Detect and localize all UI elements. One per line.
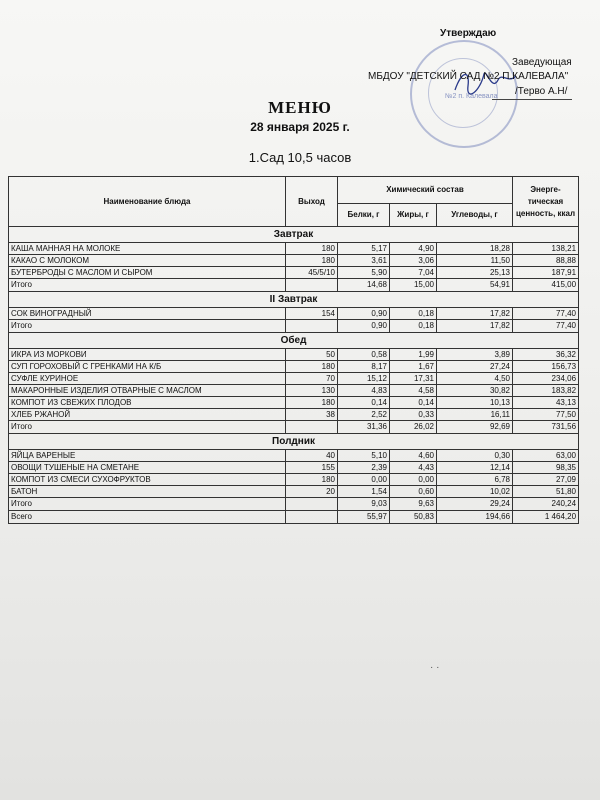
carbs-cell: 18,28 [437,243,513,255]
protein-cell: 8,17 [338,361,390,373]
head-role: Заведующая [512,57,572,68]
fat-cell: 26,02 [390,421,437,434]
yield-cell [286,511,338,524]
energy-cell: 36,32 [513,349,579,361]
dish-name-cell: Итого [9,421,286,434]
fat-cell: 1,67 [390,361,437,373]
approve-label: Утверждаю [440,28,497,39]
carbs-cell: 92,69 [437,421,513,434]
signature [450,62,520,102]
table-row [9,385,579,397]
fat-cell: 4,43 [390,462,437,474]
carbs-cell: 30,82 [437,385,513,397]
protein-cell: 5,10 [338,450,390,462]
carbs-cell: 54,91 [437,279,513,292]
fat-cell: 3,06 [390,255,437,267]
col-protein-header: Белки, г [338,204,390,227]
protein-cell: 55,97 [338,511,390,524]
fat-cell: 15,00 [390,279,437,292]
dish-name-cell: СОК ВИНОГРАДНЫЙ [9,308,286,320]
section-row [9,227,579,243]
protein-cell: 2,39 [338,462,390,474]
menu-date: 28 января 2025 г. [250,120,350,134]
energy-cell: 138,21 [513,243,579,255]
table-row [9,373,579,385]
carbs-cell: 16,11 [437,409,513,421]
table-row [9,462,579,474]
yield-cell [286,421,338,434]
dish-name-cell: КАША МАННАЯ НА МОЛОКЕ [9,243,286,255]
fat-cell: 4,90 [390,243,437,255]
table-row [9,361,579,373]
protein-cell: 0,90 [338,320,390,333]
protein-cell: 4,83 [338,385,390,397]
fat-cell: 0,14 [390,397,437,409]
dish-name-cell: Итого [9,279,286,292]
carbs-cell: 17,82 [437,308,513,320]
fat-cell: 4,60 [390,450,437,462]
table-row [9,397,579,409]
energy-cell: 415,00 [513,279,579,292]
fat-cell: 50,83 [390,511,437,524]
col-fat-header: Жиры, г [390,204,437,227]
protein-cell: 1,54 [338,486,390,498]
protein-cell: 2,52 [338,409,390,421]
dish-name-cell: ХЛЕБ РЖАНОЙ [9,409,286,421]
carbs-cell: 0,30 [437,450,513,462]
energy-cell: 43,13 [513,397,579,409]
section-title: Полдник [9,434,579,450]
yield-cell: 180 [286,361,338,373]
dish-name-cell: КАКАО С МОЛОКОМ [9,255,286,267]
carbs-cell: 10,02 [437,486,513,498]
yield-cell: 154 [286,308,338,320]
yield-cell: 50 [286,349,338,361]
table-row [9,486,579,498]
protein-cell: 3,61 [338,255,390,267]
fat-cell: 0,33 [390,409,437,421]
energy-cell: 183,82 [513,385,579,397]
yield-cell: 180 [286,243,338,255]
protein-cell: 31,36 [338,421,390,434]
dish-name-cell: МАКАРОННЫЕ ИЗДЕЛИЯ ОТВАРНЫЕ С МАСЛОМ [9,385,286,397]
yield-cell: 180 [286,255,338,267]
energy-cell: 77,50 [513,409,579,421]
yield-cell: 40 [286,450,338,462]
total-row [9,320,579,333]
col-chem-header: Химический состав [338,177,513,204]
fat-cell: 0,18 [390,320,437,333]
yield-cell: 130 [286,385,338,397]
head-org: МБДОУ "ДЕТСКИЙ САД №2 П.КАЛЕВАЛА" [368,71,569,82]
fat-cell: 4,58 [390,385,437,397]
protein-cell: 9,03 [338,498,390,511]
protein-cell: 0,90 [338,308,390,320]
protein-cell: 0,14 [338,397,390,409]
protein-cell: 14,68 [338,279,390,292]
fat-cell: 1,99 [390,349,437,361]
grand-total-row [9,511,579,524]
table-row [9,409,579,421]
table-row [9,255,579,267]
protein-cell: 0,58 [338,349,390,361]
section-row [9,434,579,450]
total-row [9,421,579,434]
carbs-cell: 25,13 [437,267,513,279]
table-row [9,308,579,320]
yield-cell: 180 [286,397,338,409]
fat-cell: 17,31 [390,373,437,385]
carbs-cell: 4,50 [437,373,513,385]
table-row [9,349,579,361]
page-title: МЕНЮ [268,98,332,117]
yield-cell: 155 [286,462,338,474]
yield-cell [286,279,338,292]
menu-table [8,176,579,524]
dish-name-cell: БАТОН [9,486,286,498]
carbs-cell: 11,50 [437,255,513,267]
yield-cell: 45/5/10 [286,267,338,279]
dish-name-cell: КОМПОТ ИЗ СВЕЖИХ ПЛОДОВ [9,397,286,409]
col-dish-header: Наименование блюда [9,177,286,227]
carbs-cell: 6,78 [437,474,513,486]
fat-cell: 9,63 [390,498,437,511]
marks: · · [430,662,440,673]
protein-cell: 15,12 [338,373,390,385]
col-yield-header: Выход [286,177,338,227]
menu-subtitle: 1.Сад 10,5 часов [248,150,352,165]
protein-cell: 0,00 [338,474,390,486]
carbs-cell: 10,13 [437,397,513,409]
energy-cell: 187,91 [513,267,579,279]
energy-cell: 63,00 [513,450,579,462]
carbs-cell: 12,14 [437,462,513,474]
energy-cell: 77,40 [513,320,579,333]
yield-cell [286,498,338,511]
menu-body [9,227,579,524]
energy-cell: 88,88 [513,255,579,267]
yield-cell: 70 [286,373,338,385]
energy-cell: 156,73 [513,361,579,373]
section-row [9,333,579,349]
total-row [9,279,579,292]
dish-name-cell: БУТЕРБРОДЫ С МАСЛОМ И СЫРОМ [9,267,286,279]
energy-cell: 234,06 [513,373,579,385]
carbs-cell: 29,24 [437,498,513,511]
yield-cell: 38 [286,409,338,421]
energy-cell: 98,35 [513,462,579,474]
dish-name-cell: Всего [9,511,286,524]
yield-cell: 180 [286,474,338,486]
yield-cell [286,320,338,333]
dish-name-cell: СУФЛЕ КУРИНОЕ [9,373,286,385]
section-title: Завтрак [9,227,579,243]
dish-name-cell: ЯЙЦА ВАРЕНЫЕ [9,450,286,462]
fat-cell: 7,04 [390,267,437,279]
table-row [9,474,579,486]
energy-cell: 77,40 [513,308,579,320]
section-title: II Завтрак [9,292,579,308]
section-row [9,292,579,308]
energy-cell: 51,80 [513,486,579,498]
total-row [9,498,579,511]
fat-cell: 0,18 [390,308,437,320]
carbs-cell: 27,24 [437,361,513,373]
dish-name-cell: Итого [9,498,286,511]
dish-name-cell: КОМПОТ ИЗ СМЕСИ СУХОФРУКТОВ [9,474,286,486]
dish-name-cell: ОВОЩИ ТУШЕНЫЕ НА СМЕТАНЕ [9,462,286,474]
head-name: /Терво А.Н/ [515,86,568,97]
dish-name-cell: Итого [9,320,286,333]
table-row [9,450,579,462]
dish-name-cell: ИКРА ИЗ МОРКОВИ [9,349,286,361]
energy-cell: 27,09 [513,474,579,486]
carbs-cell: 17,82 [437,320,513,333]
energy-cell: 731,56 [513,421,579,434]
stamp-text: №2 п. Калевала [445,93,498,100]
col-carb-header: Углеводы, г [437,204,513,227]
col-energy-header: Энерге-тическая ценность, ккал [513,177,579,227]
carbs-cell: 3,89 [437,349,513,361]
carbs-cell: 194,66 [437,511,513,524]
energy-cell: 240,24 [513,498,579,511]
section-title: Обед [9,333,579,349]
table-row [9,243,579,255]
dish-name-cell: СУП ГОРОХОВЫЙ С ГРЕНКАМИ НА К/Б [9,361,286,373]
fat-cell: 0,00 [390,474,437,486]
protein-cell: 5,90 [338,267,390,279]
yield-cell: 20 [286,486,338,498]
fat-cell: 0,60 [390,486,437,498]
table-row [9,267,579,279]
protein-cell: 5,17 [338,243,390,255]
energy-cell: 1 464,20 [513,511,579,524]
